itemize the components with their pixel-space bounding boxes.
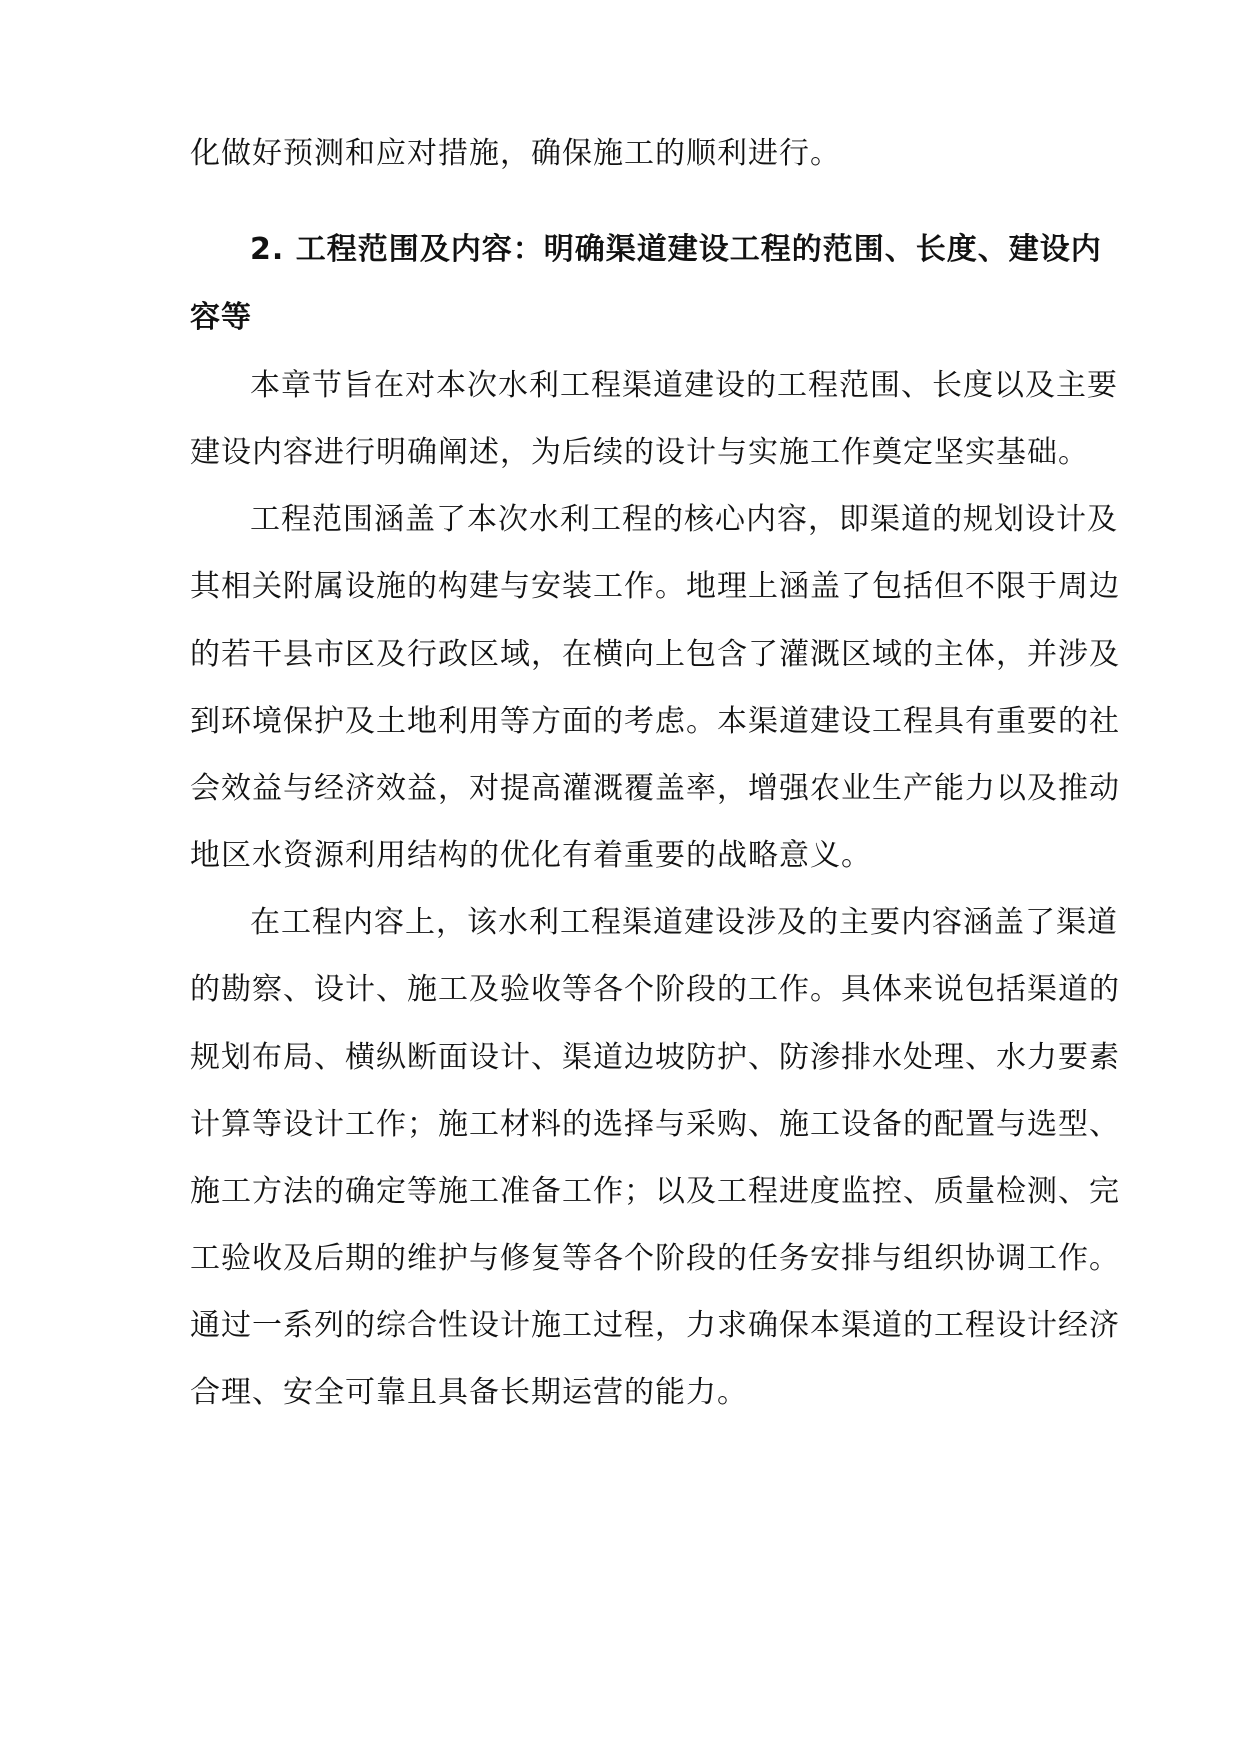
paragraph3-line-7: 通过一系列的综合性设计施工过程，力求确保本渠道的工程设计经济 <box>190 1308 1120 1343</box>
paragraph3-line-8: 合理、安全可靠且具备长期运营的能力。 <box>190 1375 748 1410</box>
intro-line: 化做好预测和应对措施，确保施工的顺利进行。 <box>190 136 841 171</box>
paragraph2-line-5: 会效益与经济效益，对提高灌溉覆盖率，增强农业生产能力以及推动 <box>190 771 1120 806</box>
paragraph3-line-6: 工验收及后期的维护与修复等各个阶段的任务安排与组织协调工作。 <box>190 1241 1120 1276</box>
section-heading-line-1: 2. 工程范围及内容：明确渠道建设工程的范围、长度、建设内 <box>250 232 1102 267</box>
paragraph3-line-3: 规划布局、横纵断面设计、渠道边坡防护、防渗排水处理、水力要素 <box>190 1040 1120 1075</box>
paragraph1-line-1: 本章节旨在对本次水利工程渠道建设的工程范围、长度以及主要 <box>250 368 1118 403</box>
paragraph3-line-5: 施工方法的确定等施工准备工作；以及工程进度监控、质量检测、完 <box>190 1174 1120 1209</box>
paragraph2-line-6: 地区水资源利用结构的优化有着重要的战略意义。 <box>190 838 872 873</box>
paragraph2-line-1: 工程范围涵盖了本次水利工程的核心内容，即渠道的规划设计及 <box>250 502 1118 537</box>
section-heading-line-2: 容等 <box>190 300 252 335</box>
paragraph2-line-2: 其相关附属设施的构建与安装工作。地理上涵盖了包括但不限于周边 <box>190 569 1120 604</box>
paragraph3-line-1: 在工程内容上，该水利工程渠道建设涉及的主要内容涵盖了渠道 <box>250 905 1118 940</box>
paragraph2-line-4: 到环境保护及土地利用等方面的考虑。本渠道建设工程具有重要的社 <box>190 704 1120 739</box>
paragraph3-line-2: 的勘察、设计、施工及验收等各个阶段的工作。具体来说包括渠道的 <box>190 972 1120 1007</box>
paragraph3-line-4: 计算等设计工作；施工材料的选择与采购、施工设备的配置与选型、 <box>190 1107 1120 1142</box>
paragraph2-line-3: 的若干县市区及行政区域，在横向上包含了灌溉区域的主体，并涉及 <box>190 637 1120 672</box>
paragraph1-line-2: 建设内容进行明确阐述，为后续的设计与实施工作奠定坚实基础。 <box>190 435 1089 470</box>
